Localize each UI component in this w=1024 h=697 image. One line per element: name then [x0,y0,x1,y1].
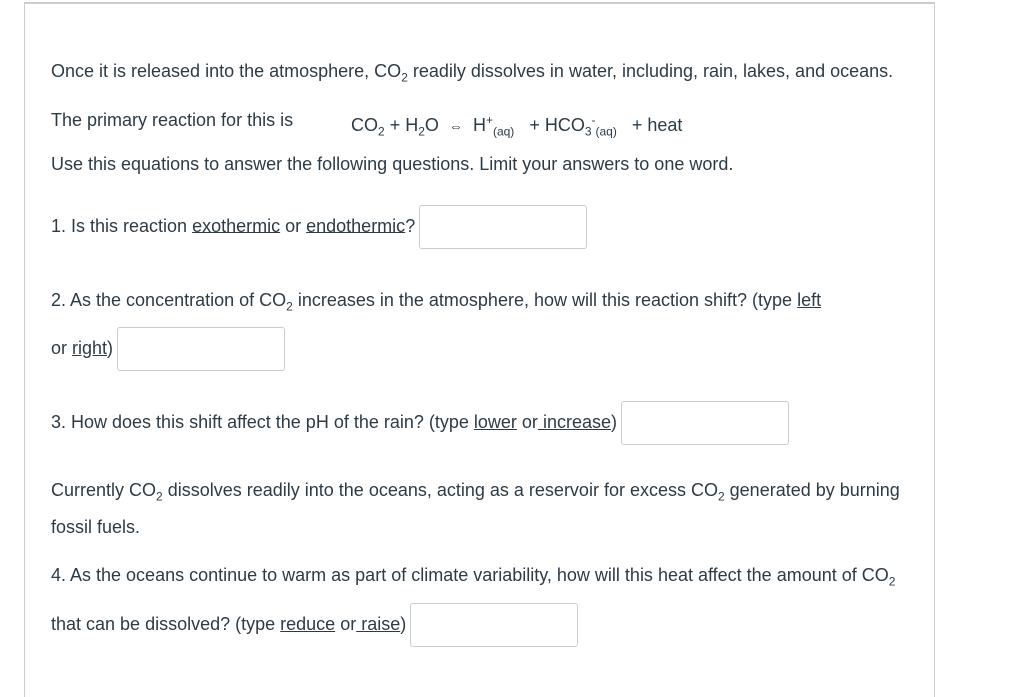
eq-plus-hco: + HCO [524,114,585,135]
context-paragraph [51,475,911,542]
q2-co2-sub: 2 [286,299,293,314]
intro-text: Once it is released into the atmosphere, CO [51,61,402,81]
eq-co2: CO [351,114,378,135]
eq-hco3-sup: - [591,112,596,127]
q3-option-increase: increase [537,412,611,433]
q2-answer-input[interactable] [117,327,285,371]
q3-suffix: ) [610,412,617,433]
q1-answer-input[interactable] [419,205,587,249]
q4-text-mid: that can be dissolved? (type [51,613,281,634]
q4-text: 4. As the oceans continue to warm as part of climate variability, how will this heat affect the amount of CO [51,565,889,586]
q2-option-left: left [797,289,822,310]
q2-or: or [51,338,73,359]
q3-text: 3. How does this shift affect the pH of the rain? (type [51,412,474,433]
question-4 [51,554,911,647]
eq-h2o-o: O [424,114,439,135]
eq-h-sup: + [485,112,493,127]
chemical-equation [351,105,682,147]
intro-text-end: readily dissolves in water, including, rain, lakes, and oceans. [407,61,894,81]
q4-or: or [335,613,357,634]
eq-h2o-sub: 2 [418,124,425,139]
equilibrium-arrow-icon: ⇔ [448,117,463,134]
para2-text-2: dissolves readily into the oceans, acting as a reservoir for excess CO [162,480,718,501]
q2-text-mid: increases in the atmosphere, how will this reaction shift? (type [292,289,798,310]
q2-text: 2. As the concentration of CO [51,289,287,310]
question-1 [51,205,911,249]
eq-heat: + heat [626,114,683,135]
q4-option-raise: raise [356,613,401,634]
para2-sub-1: 2 [156,490,163,505]
q2-option-right: right [72,338,108,359]
q1-text: 1. Is this reaction [51,215,193,236]
intro-paragraph [51,56,911,93]
q1-option-exothermic: exothermic [192,215,281,236]
question-2 [51,279,911,372]
q4-co2-sub: 2 [888,574,896,589]
q3-answer-input[interactable] [621,401,789,445]
q3-option-lower: lower [473,412,517,433]
question-panel [24,2,935,697]
eq-hco3-aq: (aq) [595,124,617,139]
co2-subscript: 2 [401,70,408,85]
q1-or: or [280,215,307,236]
q4-answer-input[interactable] [410,603,578,647]
question-content [51,56,911,647]
para2-text-3: generated by burning fossil fuels. [51,480,900,538]
q3-or: or [516,412,538,433]
eq-h: H [472,114,486,135]
reaction-label: The primary reaction for this is [51,109,294,130]
reaction-line [51,105,911,139]
eq-hco3-sub: 3 [584,124,592,139]
eq-plus-h: + H [384,114,419,135]
eq-h-aq: (aq) [492,124,515,139]
q1-option-endothermic: endothermic [306,215,406,236]
para2-text-1: Currently CO [51,480,157,501]
eq-co2-sub: 2 [378,124,385,139]
para2-sub-2: 2 [717,490,725,505]
q4-suffix: ) [400,613,407,634]
q4-option-reduce: reduce [280,613,336,634]
q1-suffix: ? [405,215,416,236]
instructions: Use this equations to answer the following questions. Limit your answers to one word. [51,153,734,174]
q2-suffix: ) [107,338,114,359]
question-3 [51,401,911,445]
